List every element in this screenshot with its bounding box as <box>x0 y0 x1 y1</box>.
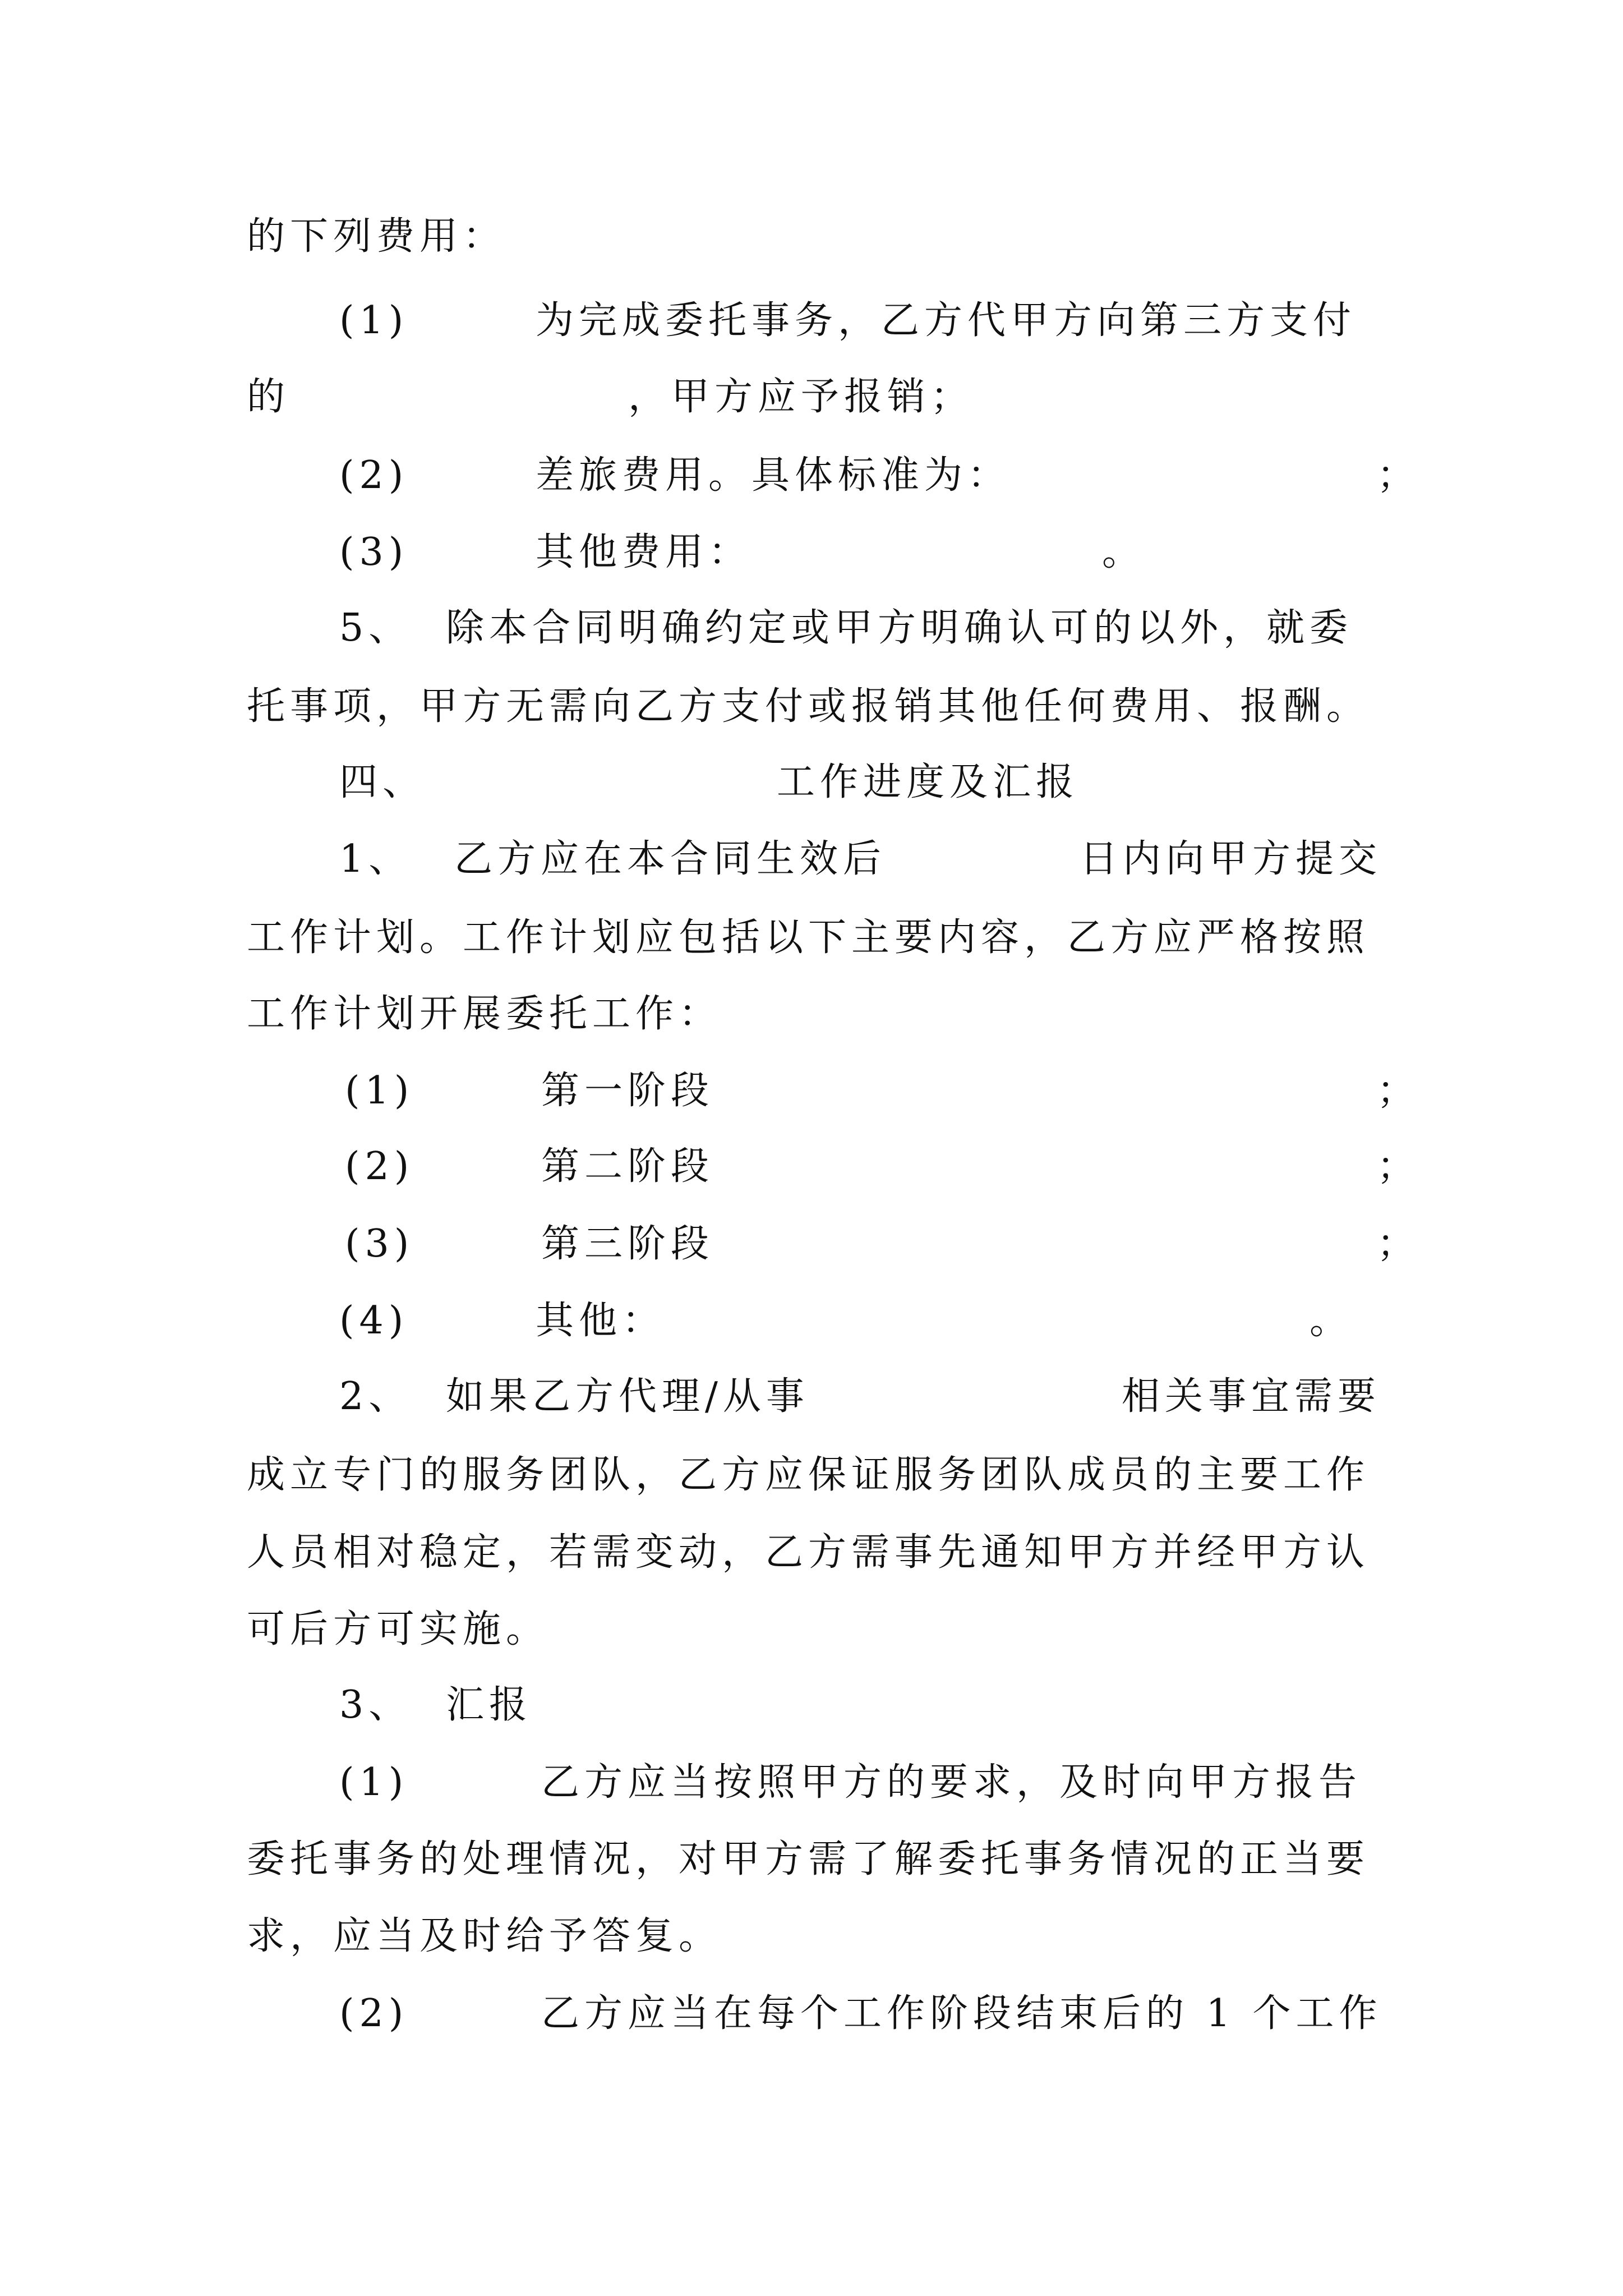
text-line: 托事项，甲方无需向乙方支付或报销其他任何费用、报酬。 <box>247 684 1370 729</box>
text-line: 求，应当及时给予答复。 <box>247 1914 722 1958</box>
item-number: (1) <box>339 298 409 343</box>
section-number: 3、 <box>339 1683 412 1727</box>
text-line: 成立专门的服务团队，乙方应保证服务团队成员的主要工作 <box>247 1453 1370 1497</box>
text-line: 委托事务的处理情况，对甲方需了解委托事务情况的正当要 <box>247 1837 1370 1881</box>
section-number: 5、 <box>339 606 412 650</box>
text-line: 乙方应当按照甲方的要求，及时向甲方报告 <box>541 1760 1362 1805</box>
section-heading: 工作进度及汇报 <box>777 760 1080 804</box>
text-line: 如果乙方代理/从事 <box>446 1374 809 1419</box>
section-number: 2、 <box>339 1374 412 1419</box>
text-line: 第三阶段 <box>541 1222 714 1266</box>
section-heading: 汇报 <box>446 1683 533 1727</box>
text-line: 相关事宜需要 <box>1122 1374 1381 1419</box>
text-line: 工作计划开展委托工作： <box>247 992 722 1036</box>
text-line: 的下列费用： <box>247 214 506 259</box>
item-number: (1) <box>339 1760 409 1805</box>
heading-number: 四、 <box>339 760 426 804</box>
text-line: 乙方应在本合同生效后 <box>454 837 887 881</box>
item-number: (2) <box>345 1144 414 1189</box>
item-number: (3) <box>339 530 409 574</box>
text-line: 第一阶段 <box>541 1069 714 1113</box>
text-line: 人员相对稳定，若需变动，乙方需事先通知甲方并经甲方认 <box>247 1530 1370 1575</box>
text-line: 除本合同明确约定或甲方明确认可的以外，就委 <box>446 606 1353 650</box>
item-number: (2) <box>339 1991 409 2036</box>
item-number: (3) <box>345 1222 414 1266</box>
text-line: 工作计划。工作计划应包括以下主要内容，乙方应严格按照 <box>247 915 1370 960</box>
text-line: 为完成委托事务，乙方代甲方向第三方支付 <box>536 298 1357 343</box>
text-line: 其他： <box>536 1299 666 1343</box>
item-number: (1) <box>345 1069 414 1113</box>
text-line: 乙方应当在每个工作阶段结束后的 1 个工作 <box>541 1991 1382 2036</box>
text-line: ，甲方应予报销； <box>628 375 974 419</box>
text-line: 可后方可实施。 <box>247 1607 550 1651</box>
text-line: 第二阶段 <box>541 1144 714 1189</box>
text-line: 的 <box>247 375 291 419</box>
text-line: 日内向甲方提交 <box>1080 837 1382 881</box>
text-line: 差旅费用。具体标准为： <box>536 453 1011 498</box>
text-line: 其他费用： <box>536 530 752 574</box>
item-number: (2) <box>339 453 409 498</box>
punctuation: ； <box>1377 1144 1421 1189</box>
punctuation: ； <box>1377 453 1421 498</box>
punctuation: 。 <box>1310 1299 1353 1343</box>
item-number: (4) <box>339 1299 409 1343</box>
punctuation: ； <box>1377 1222 1421 1266</box>
section-number: 1、 <box>339 837 412 881</box>
punctuation: ； <box>1377 1069 1421 1113</box>
punctuation: 。 <box>1102 530 1146 574</box>
